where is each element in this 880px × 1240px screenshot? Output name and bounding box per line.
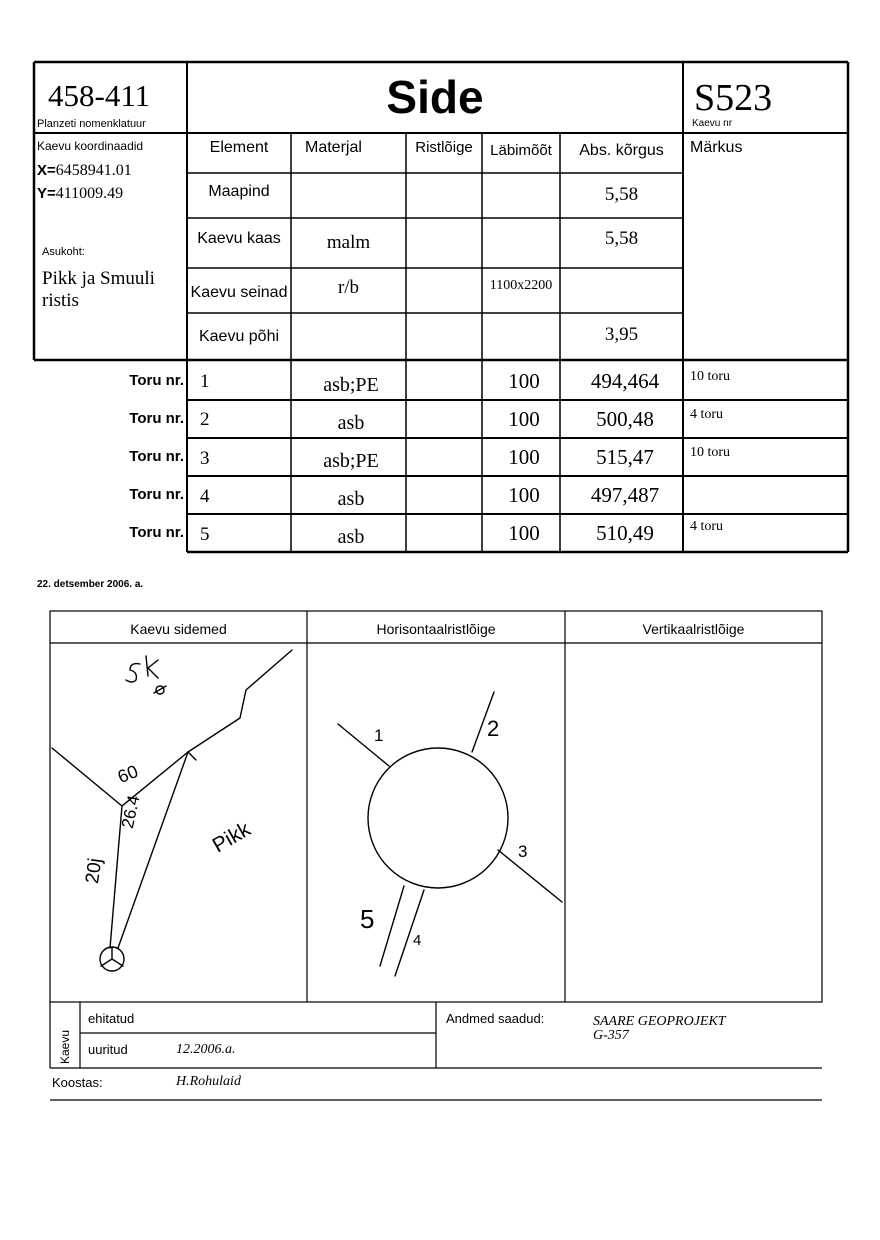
coordinate-x	[37, 162, 132, 180]
location-label: Asukoht:	[42, 246, 85, 258]
coordinate-y-label: Y=	[37, 185, 56, 202]
pipe-label: Toru nr.	[129, 486, 184, 503]
pipe-label: Toru nr.	[129, 372, 184, 389]
location-value-line2: ristis	[42, 290, 79, 311]
sketch-street-name: Pikk	[208, 817, 255, 858]
coordinate-x-label: X=	[37, 162, 56, 179]
pipe-diameter: 100	[508, 445, 540, 469]
pipe-elevation: 494,464	[590, 369, 660, 393]
footer-author-value: H.Rohulaid	[176, 1074, 241, 1089]
col-material: Materjal	[305, 139, 362, 156]
sketch-col2-title: Horisontaalristlõige	[376, 621, 496, 637]
footer-data-label: Andmed saadud:	[446, 1011, 545, 1026]
sketch-note-60: 60	[114, 761, 141, 788]
pipe-material: asb	[337, 488, 365, 510]
nomenclature-value: 458-411	[48, 78, 151, 113]
element-diameter: 1100x2200	[489, 278, 553, 293]
coordinates-label: Kaevu koordinaadid	[37, 139, 144, 153]
col-remark: Märkus	[690, 139, 743, 156]
pipe-diameter: 100	[508, 521, 540, 545]
document-date: 22. detsember 2006. a.	[37, 579, 144, 590]
pipe-label-4: 4	[413, 932, 422, 949]
page-title: Side	[386, 71, 484, 123]
pipe-label-5: 5	[360, 904, 375, 934]
pipe-nr: 1	[200, 371, 210, 392]
element-elevation: 5,58	[604, 184, 639, 205]
sketch-col3-title: Vertikaalristlõige	[642, 621, 745, 637]
footer-author-label: Koostas:	[52, 1075, 103, 1090]
footer-data-value-line2: G-357	[593, 1028, 629, 1043]
well-connections-sketch	[52, 650, 292, 971]
element-name: Maapind	[208, 183, 270, 200]
pipe-remark: 4 toru	[690, 407, 724, 422]
location-value-line1: Pikk ja Smuuli	[42, 268, 155, 289]
pipe-label-3: 3	[518, 842, 528, 861]
element-name: Kaevu seinad	[190, 284, 288, 301]
pipe-label-2: 2	[487, 716, 500, 741]
pipe-label: Toru nr.	[129, 524, 184, 541]
pipe-elevation: 515,47	[596, 445, 654, 469]
pipe-remark: 10 toru	[690, 369, 731, 384]
well-number-label: Kaevu nr	[692, 118, 733, 129]
footer-data-value-line1: SAARE GEOPROJEKT	[593, 1014, 726, 1029]
pipe-elevation: 510,49	[596, 521, 654, 545]
pipe-label: Toru nr.	[129, 448, 184, 465]
pipe-diameter: 100	[508, 407, 540, 431]
sketch-note-20j: 20j	[82, 856, 107, 885]
pipe-diameter: 100	[508, 369, 540, 393]
coordinate-x-value: 6458941.01	[55, 162, 132, 179]
pipe-material: asb;PE	[323, 374, 379, 396]
footer-data-value	[593, 1015, 726, 1043]
pipe-diameter: 100	[508, 483, 540, 507]
pipe-nr: 4	[200, 486, 210, 507]
sketch-col1-title: Kaevu sidemed	[130, 621, 227, 637]
pipe-remark: 4 toru	[690, 519, 724, 534]
element-material: malm	[326, 232, 371, 253]
element-elevation: 5,58	[604, 228, 639, 249]
coordinate-y-value: 411009.49	[55, 185, 124, 202]
location-value	[42, 268, 155, 312]
pipe-material: asb	[337, 526, 365, 548]
pipe-elevation: 497,487	[590, 483, 660, 507]
pipe-remark: 10 toru	[690, 445, 731, 460]
col-diameter: Läbimõõt	[490, 142, 552, 159]
element-name: Kaevu kaas	[197, 230, 281, 247]
element-name: Kaevu põhi	[198, 328, 280, 345]
footer-side-label: Kaevu	[58, 1029, 72, 1065]
pipe-label-1: 1	[374, 726, 384, 745]
col-section: Ristlõige	[415, 139, 473, 156]
pipe-elevation: 500,48	[596, 407, 654, 431]
col-element: Element	[209, 139, 269, 156]
pipe-label: Toru nr.	[129, 410, 184, 427]
nomenclature-label: Planzeti nomenklatuur	[37, 118, 146, 130]
footer-surveyed-label: uuritud	[88, 1042, 128, 1057]
footer-built-label: ehitatud	[88, 1011, 135, 1026]
pipe-nr: 3	[200, 448, 210, 469]
sketch-note-264: 26.4	[118, 793, 144, 830]
col-elevation: Abs. kõrgus	[579, 142, 664, 159]
element-material: r/b	[337, 277, 360, 298]
pipe-nr: 2	[200, 409, 210, 430]
coordinate-y	[37, 185, 123, 203]
footer-surveyed-value: 12.2006.a.	[176, 1042, 236, 1057]
pipe-material: asb;PE	[323, 450, 379, 472]
pipe-material: asb	[337, 412, 365, 434]
pipe-nr: 5	[200, 524, 210, 545]
well-number: S523	[694, 77, 773, 119]
element-elevation: 3,95	[604, 324, 639, 345]
